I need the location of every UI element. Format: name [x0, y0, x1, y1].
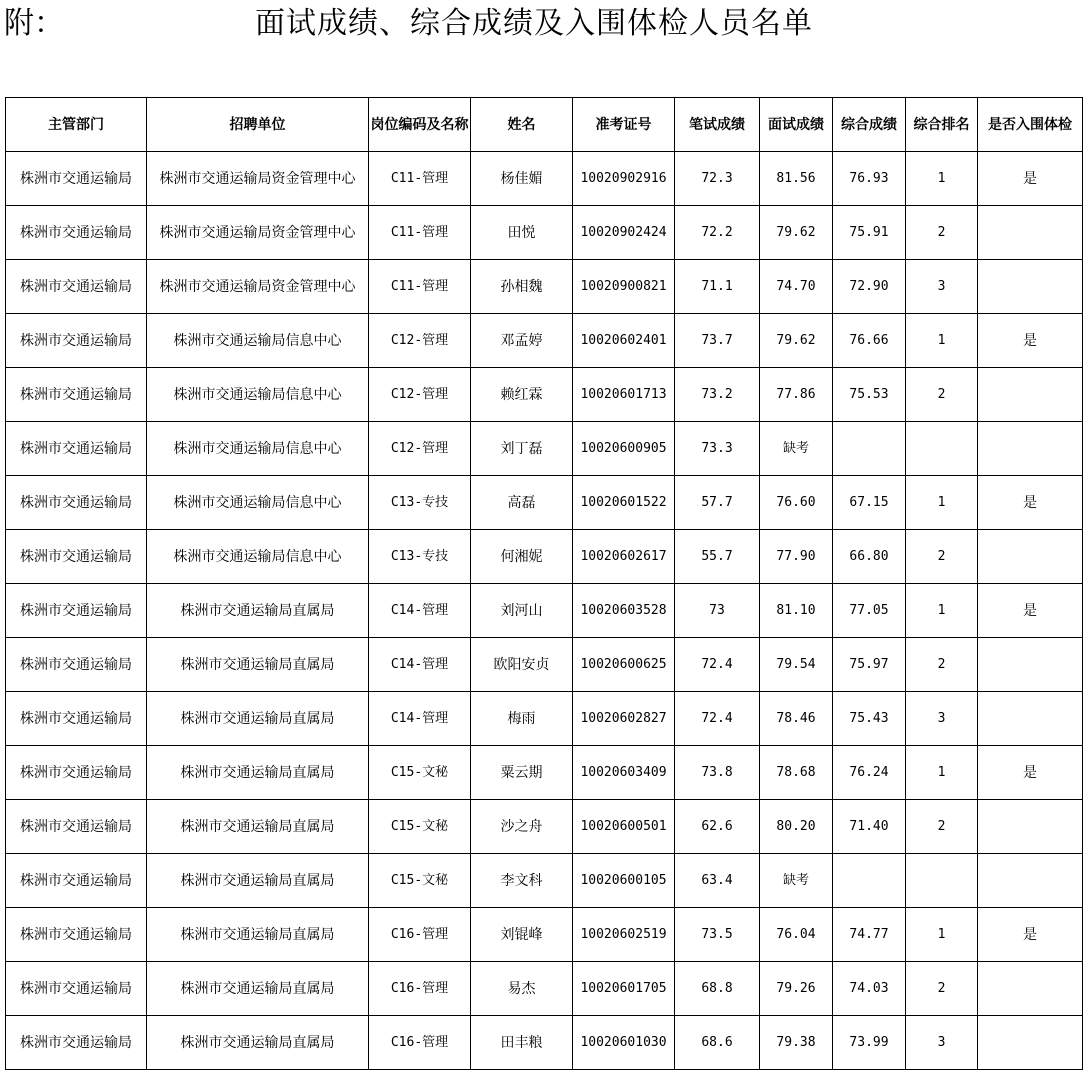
table-cell: C15-文秘 — [369, 746, 471, 800]
table-cell — [978, 422, 1083, 476]
table-cell: 76.93 — [833, 152, 906, 206]
table-cell: 是 — [978, 746, 1083, 800]
table-cell: 72.90 — [833, 260, 906, 314]
table-cell: 10020600905 — [573, 422, 675, 476]
table-cell: 55.7 — [675, 530, 760, 584]
table-cell: 何湘妮 — [471, 530, 573, 584]
table-cell: 62.6 — [675, 800, 760, 854]
table-cell — [978, 800, 1083, 854]
table-cell: 株洲市交通运输局直属局 — [147, 584, 369, 638]
table-cell: 株洲市交通运输局直属局 — [147, 746, 369, 800]
table-cell: 1 — [906, 746, 978, 800]
table-cell: 73 — [675, 584, 760, 638]
table-cell: 1 — [906, 476, 978, 530]
table-cell: 2 — [906, 206, 978, 260]
table-cell: 株洲市交通运输局信息中心 — [147, 530, 369, 584]
table-cell: C14-管理 — [369, 692, 471, 746]
table-cell: 72.2 — [675, 206, 760, 260]
table-cell: 10020902916 — [573, 152, 675, 206]
header-cell: 笔试成绩 — [675, 98, 760, 152]
table-cell: 72.4 — [675, 638, 760, 692]
table-cell: 梅雨 — [471, 692, 573, 746]
table-cell: 80.20 — [760, 800, 833, 854]
header-cell: 是否入围体检 — [978, 98, 1083, 152]
table-cell: 李文科 — [471, 854, 573, 908]
table-cell: 株洲市交通运输局 — [6, 800, 147, 854]
table-cell: 粟云期 — [471, 746, 573, 800]
table-cell: 10020601030 — [573, 1016, 675, 1070]
table-row — [6, 476, 1083, 530]
table-cell: 10020602617 — [573, 530, 675, 584]
table-cell: 79.38 — [760, 1016, 833, 1070]
table-cell: 66.80 — [833, 530, 906, 584]
table-cell: C12-管理 — [369, 422, 471, 476]
table-cell: 75.43 — [833, 692, 906, 746]
table-cell: 株洲市交通运输局直属局 — [147, 638, 369, 692]
table-cell: 74.03 — [833, 962, 906, 1016]
table-cell: 株洲市交通运输局 — [6, 638, 147, 692]
table-cell: C11-管理 — [369, 206, 471, 260]
table-cell — [978, 854, 1083, 908]
table-row — [6, 638, 1083, 692]
table-cell: C15-文秘 — [369, 854, 471, 908]
table-cell: C14-管理 — [369, 638, 471, 692]
table-cell: C13-专技 — [369, 476, 471, 530]
table-cell: 2 — [906, 530, 978, 584]
table-body — [6, 152, 1083, 1070]
table-cell: 68.8 — [675, 962, 760, 1016]
table-cell: 株洲市交通运输局直属局 — [147, 692, 369, 746]
table-cell: 株洲市交通运输局直属局 — [147, 800, 369, 854]
table-cell: 2 — [906, 638, 978, 692]
table-cell: 高磊 — [471, 476, 573, 530]
table-row — [6, 800, 1083, 854]
title-prefix: 附： — [4, 6, 64, 41]
header-cell: 招聘单位 — [147, 98, 369, 152]
table-cell: 株洲市交通运输局信息中心 — [147, 368, 369, 422]
table-cell: 株洲市交通运输局 — [6, 530, 147, 584]
table-cell: 77.05 — [833, 584, 906, 638]
table-cell: 63.4 — [675, 854, 760, 908]
table-cell — [833, 854, 906, 908]
table-cell: 81.10 — [760, 584, 833, 638]
table-cell — [978, 530, 1083, 584]
table-cell: 75.91 — [833, 206, 906, 260]
table-cell: 71.1 — [675, 260, 760, 314]
table-cell: C16-管理 — [369, 1016, 471, 1070]
table-cell: 73.2 — [675, 368, 760, 422]
table-cell: 株洲市交通运输局 — [6, 584, 147, 638]
table-cell: 10020601705 — [573, 962, 675, 1016]
table-cell: C12-管理 — [369, 368, 471, 422]
table-cell: 株洲市交通运输局直属局 — [147, 854, 369, 908]
table-cell: 是 — [978, 476, 1083, 530]
table-cell: 10020602519 — [573, 908, 675, 962]
table-cell: 株洲市交通运输局直属局 — [147, 962, 369, 1016]
table-cell: 株洲市交通运输局直属局 — [147, 908, 369, 962]
table-cell: 79.62 — [760, 206, 833, 260]
table-cell — [978, 368, 1083, 422]
table-cell: 缺考 — [760, 422, 833, 476]
table-cell: 刘丁磊 — [471, 422, 573, 476]
table-cell: 株洲市交通运输局 — [6, 152, 147, 206]
table-cell: 株洲市交通运输局 — [6, 206, 147, 260]
table-cell: 10020600501 — [573, 800, 675, 854]
table-cell — [978, 692, 1083, 746]
table-cell: C12-管理 — [369, 314, 471, 368]
table-cell: C13-专技 — [369, 530, 471, 584]
table-cell: 79.26 — [760, 962, 833, 1016]
table-row — [6, 692, 1083, 746]
table-cell — [833, 422, 906, 476]
table-row — [6, 314, 1083, 368]
table-cell: 76.04 — [760, 908, 833, 962]
table-cell: 杨佳媚 — [471, 152, 573, 206]
table-cell: 74.77 — [833, 908, 906, 962]
table-cell: 赖红霖 — [471, 368, 573, 422]
table-cell: 1 — [906, 152, 978, 206]
header-cell: 准考证号 — [573, 98, 675, 152]
table-cell: 78.46 — [760, 692, 833, 746]
table-row — [6, 368, 1083, 422]
table-cell: 10020902424 — [573, 206, 675, 260]
table-row — [6, 854, 1083, 908]
table-cell — [906, 422, 978, 476]
header-cell: 综合成绩 — [833, 98, 906, 152]
table-row — [6, 1016, 1083, 1070]
table-cell: 10020602827 — [573, 692, 675, 746]
table-cell: 1 — [906, 584, 978, 638]
table-row — [6, 422, 1083, 476]
table-cell: 易杰 — [471, 962, 573, 1016]
table-cell — [906, 854, 978, 908]
table-cell: 株洲市交通运输局 — [6, 908, 147, 962]
table-cell: 株洲市交通运输局 — [6, 854, 147, 908]
table-cell: 73.99 — [833, 1016, 906, 1070]
table-cell: 76.60 — [760, 476, 833, 530]
table-cell: 79.62 — [760, 314, 833, 368]
table-cell: 73.5 — [675, 908, 760, 962]
table-cell: 76.66 — [833, 314, 906, 368]
table-cell: 株洲市交通运输局信息中心 — [147, 314, 369, 368]
table-cell: 孙相魏 — [471, 260, 573, 314]
table-cell: 田悦 — [471, 206, 573, 260]
table-cell: C11-管理 — [369, 152, 471, 206]
table-cell: 1 — [906, 908, 978, 962]
header-cell: 综合排名 — [906, 98, 978, 152]
table-cell: 73.8 — [675, 746, 760, 800]
table-cell: 株洲市交通运输局 — [6, 746, 147, 800]
table-cell: 10020600105 — [573, 854, 675, 908]
table-cell: C15-文秘 — [369, 800, 471, 854]
table-cell: 株洲市交通运输局 — [6, 962, 147, 1016]
table-cell: 株洲市交通运输局 — [6, 692, 147, 746]
table-cell: 缺考 — [760, 854, 833, 908]
header-cell: 姓名 — [471, 98, 573, 152]
table-cell: 株洲市交通运输局资金管理中心 — [147, 152, 369, 206]
table-cell: 株洲市交通运输局资金管理中心 — [147, 206, 369, 260]
table-cell: 10020603528 — [573, 584, 675, 638]
table-cell: 74.70 — [760, 260, 833, 314]
table-cell: 72.3 — [675, 152, 760, 206]
table-cell: 77.90 — [760, 530, 833, 584]
table-cell: 1 — [906, 314, 978, 368]
table-cell: 57.7 — [675, 476, 760, 530]
table-row — [6, 152, 1083, 206]
table-cell: 75.97 — [833, 638, 906, 692]
header-cell: 主管部门 — [6, 98, 147, 152]
table-cell: 是 — [978, 314, 1083, 368]
header-cell: 岗位编码及名称 — [369, 98, 471, 152]
table-header-row — [6, 98, 1083, 152]
table-cell: 田丰粮 — [471, 1016, 573, 1070]
table-cell: 株洲市交通运输局 — [6, 422, 147, 476]
header-cell: 面试成绩 — [760, 98, 833, 152]
table-cell: 株洲市交通运输局信息中心 — [147, 476, 369, 530]
table-row — [6, 584, 1083, 638]
table-cell: 75.53 — [833, 368, 906, 422]
table-cell: 68.6 — [675, 1016, 760, 1070]
table-cell: C16-管理 — [369, 908, 471, 962]
table-row — [6, 530, 1083, 584]
table-cell: 是 — [978, 152, 1083, 206]
table-cell: 10020600625 — [573, 638, 675, 692]
table-row — [6, 962, 1083, 1016]
table-cell: 株洲市交通运输局直属局 — [147, 1016, 369, 1070]
table-cell: 是 — [978, 584, 1083, 638]
table-cell: 刘河山 — [471, 584, 573, 638]
table-cell: 2 — [906, 800, 978, 854]
table-cell: 3 — [906, 692, 978, 746]
table-cell — [978, 1016, 1083, 1070]
table-cell: 71.40 — [833, 800, 906, 854]
table-cell: 株洲市交通运输局 — [6, 368, 147, 422]
table-row — [6, 908, 1083, 962]
table-cell: 10020601522 — [573, 476, 675, 530]
table-cell: 79.54 — [760, 638, 833, 692]
table-cell: 76.24 — [833, 746, 906, 800]
table-cell: C11-管理 — [369, 260, 471, 314]
table-cell: 77.86 — [760, 368, 833, 422]
table-cell: 2 — [906, 368, 978, 422]
table-cell — [978, 638, 1083, 692]
table-cell: C16-管理 — [369, 962, 471, 1016]
table-cell: 73.7 — [675, 314, 760, 368]
table-cell: 株洲市交通运输局 — [6, 476, 147, 530]
table-cell: 沙之舟 — [471, 800, 573, 854]
table-cell: 欧阳安贞 — [471, 638, 573, 692]
table-cell: 10020603409 — [573, 746, 675, 800]
table-cell: 10020900821 — [573, 260, 675, 314]
table-cell: 是 — [978, 908, 1083, 962]
table-cell: 10020601713 — [573, 368, 675, 422]
table-cell: 株洲市交通运输局 — [6, 1016, 147, 1070]
table-cell: 邓孟婷 — [471, 314, 573, 368]
table-cell — [978, 962, 1083, 1016]
table-cell: C14-管理 — [369, 584, 471, 638]
table-cell — [978, 260, 1083, 314]
table-row — [6, 746, 1083, 800]
table-cell — [978, 206, 1083, 260]
table-cell: 株洲市交通运输局资金管理中心 — [147, 260, 369, 314]
table-cell: 3 — [906, 1016, 978, 1070]
results-table — [5, 97, 1083, 1070]
table-cell: 株洲市交通运输局 — [6, 314, 147, 368]
table-cell: 10020602401 — [573, 314, 675, 368]
table-cell: 78.68 — [760, 746, 833, 800]
table-cell: 刘锟峰 — [471, 908, 573, 962]
table-cell: 株洲市交通运输局 — [6, 260, 147, 314]
document-title: 面试成绩、综合成绩及入围体检人员名单 — [255, 6, 813, 41]
table-cell: 2 — [906, 962, 978, 1016]
table-cell: 3 — [906, 260, 978, 314]
table-row — [6, 260, 1083, 314]
table-cell: 株洲市交通运输局信息中心 — [147, 422, 369, 476]
table-cell: 81.56 — [760, 152, 833, 206]
table-cell: 73.3 — [675, 422, 760, 476]
table-row — [6, 206, 1083, 260]
table-cell: 72.4 — [675, 692, 760, 746]
table-cell: 67.15 — [833, 476, 906, 530]
